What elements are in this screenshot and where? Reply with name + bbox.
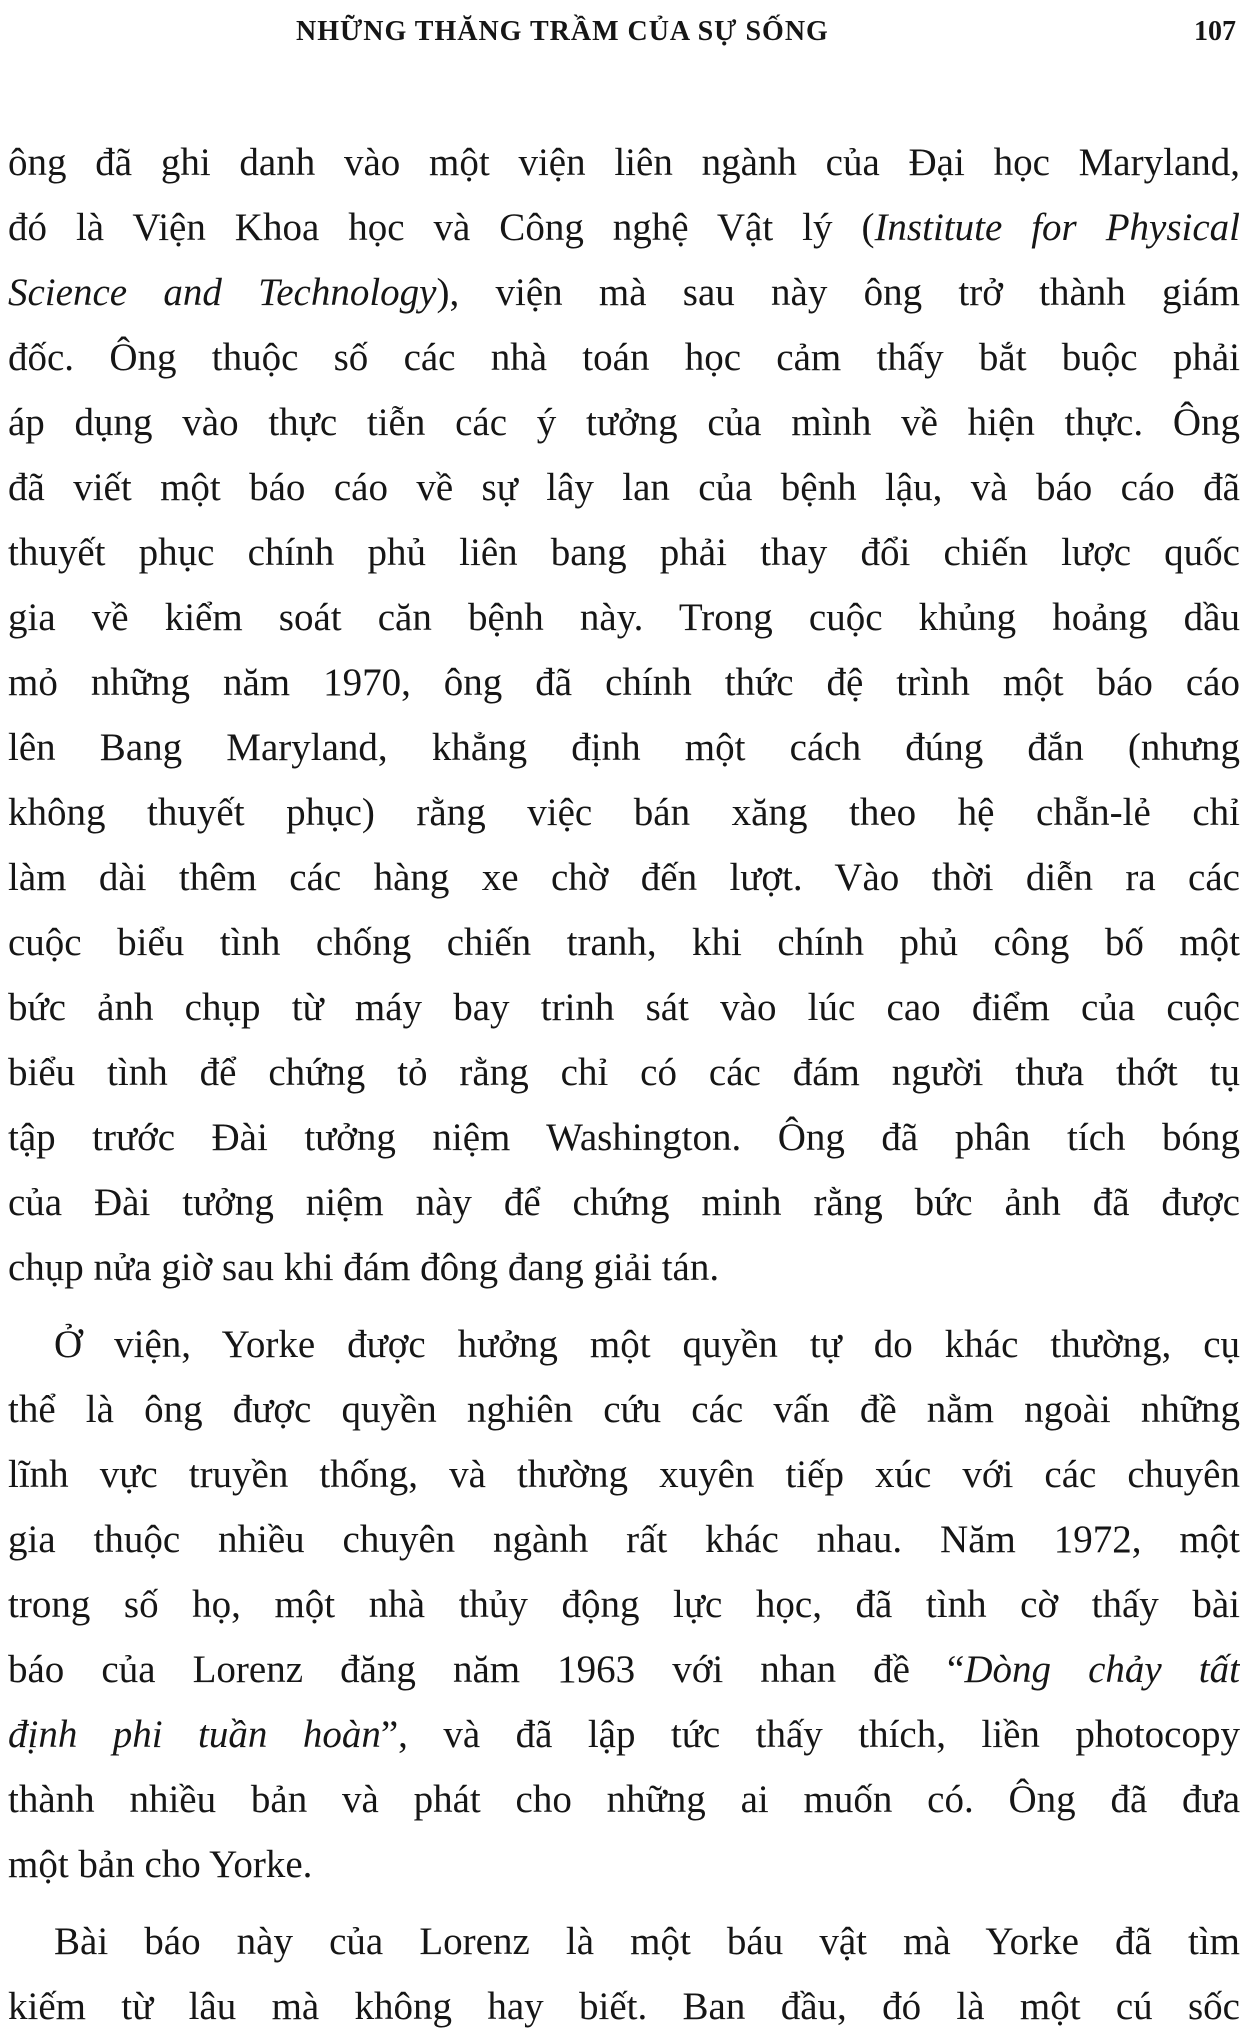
text-line: trong số họ, một nhà thủy động lực học, đã tình cờ thấy bài bbox=[8, 1583, 1240, 1626]
text-line: cuộc biểu tình chống chiến tranh, khi chính phủ công bố một bbox=[8, 921, 1240, 964]
chapter-title: NHỮNG THĂNG TRẦM CỦA SỰ SỐNG bbox=[296, 16, 829, 47]
body-text bbox=[8, 130, 1240, 2039]
text-line: Bài báo này của Lorenz là một báu vật mà Yorke đã tìm bbox=[54, 1920, 1240, 1963]
text-line: lên Bang Maryland, khẳng định một cách đúng đắn (nhưng bbox=[8, 726, 1240, 769]
text-fragment: ”, và đã lập tức thấy thích, liền photocopy bbox=[380, 1713, 1240, 1756]
paragraph-1 bbox=[8, 130, 1240, 1300]
text-line: tập trước Đài tưởng niệm Washington. Ông đã phân tích bóng bbox=[8, 1116, 1240, 1159]
text-line: thể là ông được quyền nghiên cứu các vấn đề nằm ngoài những bbox=[8, 1388, 1240, 1431]
text-line: của Đài tưởng niệm này để chứng minh rằng bức ảnh đã được bbox=[8, 1181, 1240, 1224]
text-line: ông đã ghi danh vào một viện liên ngành của Đại học Maryland, bbox=[8, 141, 1240, 184]
text-line: làm dài thêm các hàng xe chờ đến lượt. Vào thời diễn ra các bbox=[8, 856, 1240, 899]
text-line: đã viết một báo cáo về sự lây lan của bệnh lậu, và báo cáo đã bbox=[8, 466, 1240, 509]
text-line bbox=[8, 195, 1240, 260]
text-line bbox=[8, 1702, 1240, 1767]
text-line bbox=[8, 260, 1240, 325]
text-line: lĩnh vực truyền thống, và thường xuyên tiếp xúc với các chuyên bbox=[8, 1453, 1240, 1496]
text-line bbox=[8, 1637, 1240, 1702]
italic-title: Dòng chảy tất bbox=[964, 1648, 1240, 1691]
text-line: thuyết phục chính phủ liên bang phải thay đổi chiến lược quốc bbox=[8, 531, 1240, 574]
text-line: thành nhiều bản và phát cho những ai muốn có. Ông đã đưa bbox=[8, 1778, 1240, 1821]
text-line: đốc. Ông thuộc số các nhà toán học cảm thấy bắt buộc phải bbox=[8, 336, 1240, 379]
running-header bbox=[0, 12, 1248, 52]
paragraph-gap bbox=[8, 1300, 1240, 1312]
italic-title: định phi tuần hoàn bbox=[8, 1713, 381, 1756]
text-line: Ở viện, Yorke được hưởng một quyền tự do khác thường, cụ bbox=[54, 1323, 1240, 1366]
text-fragment: ), viện mà sau này ông trở thành giám bbox=[436, 271, 1240, 314]
text-line: chụp nửa giờ sau khi đám đông đang giải tán. bbox=[8, 1246, 720, 1289]
italic-term: Institute for Physical bbox=[874, 206, 1240, 249]
text-line: bức ảnh chụp từ máy bay trinh sát vào lúc cao điểm của cuộc bbox=[8, 986, 1240, 1029]
text-line: không thuyết phục) rằng việc bán xăng theo hệ chẵn-lẻ chỉ bbox=[8, 791, 1240, 834]
paragraph-3 bbox=[8, 1909, 1240, 2039]
paragraph-gap bbox=[8, 1897, 1240, 1909]
text-line: biểu tình để chứng tỏ rằng chỉ có các đám người thưa thớt tụ bbox=[8, 1051, 1240, 1094]
text-line: gia thuộc nhiều chuyên ngành rất khác nhau. Năm 1972, một bbox=[8, 1518, 1240, 1561]
text-fragment: báo của Lorenz đăng năm 1963 với nhan đề “ bbox=[8, 1648, 965, 1691]
text-fragment: đó là Viện Khoa học và Công nghệ Vật lý ( bbox=[8, 206, 875, 249]
page-number: 107 bbox=[1194, 16, 1236, 47]
text-line: mỏ những năm 1970, ông đã chính thức đệ trình một báo cáo bbox=[8, 661, 1240, 704]
paragraph-2 bbox=[8, 1312, 1240, 1897]
text-line: một bản cho Yorke. bbox=[8, 1843, 313, 1886]
text-line: áp dụng vào thực tiễn các ý tưởng của mình về hiện thực. Ông bbox=[8, 401, 1240, 444]
text-line: gia về kiểm soát căn bệnh này. Trong cuộc khủng hoảng dầu bbox=[8, 596, 1240, 639]
text-line: kiếm từ lâu mà không hay biết. Ban đầu, đó là một cú sốc bbox=[8, 1985, 1240, 2028]
italic-term: Science and Technology bbox=[8, 271, 437, 314]
